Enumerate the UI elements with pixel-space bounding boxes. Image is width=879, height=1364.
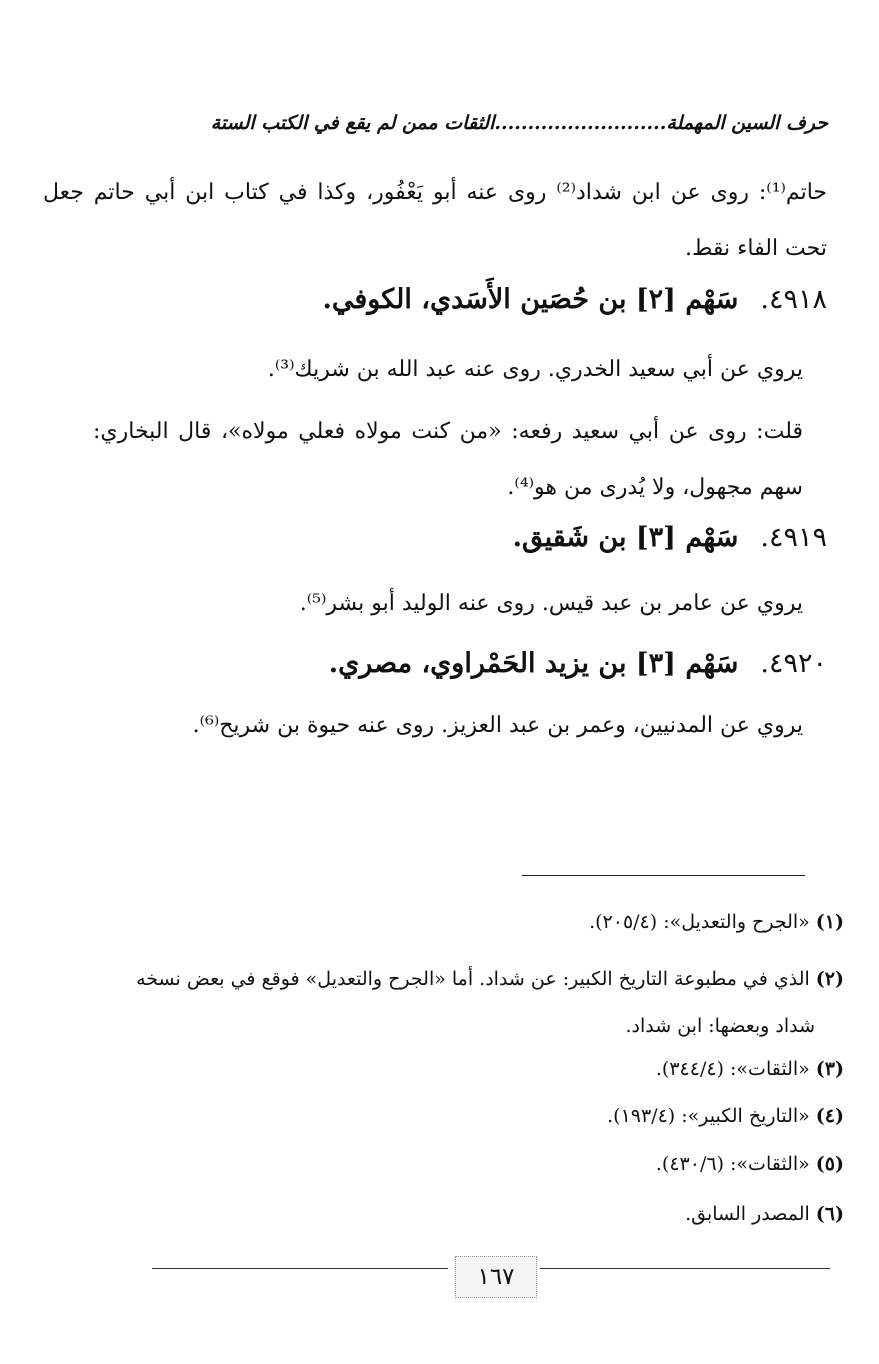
header-dots: ..........................	[494, 112, 667, 134]
entry-paragraph: قلت: روى عن أبي سعيد رفعه: «من كنت مولاه فعلي مولاه»، قال البخاري: سهم مجهول، ولا يُدرى من هو⁽⁴⁾.	[93, 419, 803, 500]
footnote-marker: (٤)	[815, 1105, 844, 1127]
entry-title: سَهْم [٣] بن يزيد الحَمْراوي، مصري.	[328, 648, 739, 679]
footnote	[607, 1090, 844, 1142]
footnote-text: «الثقات»: (٤٣٠/٦).	[655, 1153, 810, 1175]
footnote-text: المصدر السابق.	[685, 1203, 810, 1225]
entry-paragraph: يروي عن المدنيين، وعمر بن عبد العزيز. روى عنه حيوة بن شريح⁽⁶⁾.	[192, 713, 803, 738]
entry-heading	[322, 275, 827, 325]
entry-number: ٤٩٢٠.	[760, 648, 827, 679]
footer-rule-right	[540, 1268, 830, 1269]
entry-number: ٤٩١٨.	[760, 284, 827, 315]
entry-paragraph: يروي عن عامر بن عبد قيس. روى عنه الوليد أبو بشر⁽⁵⁾.	[299, 591, 803, 616]
footnote-text: «التاريخ الكبير»: (١٩٣/٤).	[607, 1105, 810, 1127]
footnote	[656, 1043, 844, 1095]
footnote	[136, 953, 844, 1005]
entry-paragraph: يروي عن أبي سعيد الخدري. روى عنه عبد الله بن شريك⁽³⁾.	[267, 357, 803, 382]
footer-rule-left	[152, 1268, 448, 1269]
footnote-marker: (٦)	[815, 1203, 844, 1225]
continuation-paragraph: حاتم⁽¹⁾: روى عن ابن شداد⁽²⁾ روى عنه أبو يَعْفُور، وكذا في كتاب ابن أبي حاتم جعل تحت الفاء نقط.	[43, 180, 828, 261]
footnote-marker: (٣)	[815, 1058, 844, 1080]
entry-title: سَهْم [٢] بن حُصَين الأَسَدي، الكوفي.	[322, 284, 739, 315]
entry-number: ٤٩١٩.	[760, 522, 827, 553]
footnote-text: الذي في مطبوعة التاريخ الكبير: عن شداد. أما «الجرح والتعديل» فوقع في بعض نسخه	[136, 968, 810, 990]
running-header	[168, 112, 828, 152]
footnote-text: «الجرح والتعديل»: (٢٠٥/٤).	[589, 911, 810, 933]
footnote-text: شداد وبعضها: ابن شداد.	[625, 1015, 815, 1037]
footnote-text: «الثقات»: (٣٤٤/٤).	[655, 1058, 810, 1080]
header-chapter: حرف السين المهملة	[666, 112, 828, 134]
footnote-marker: (٢)	[815, 968, 844, 990]
footnote	[589, 896, 844, 948]
entry-heading	[513, 513, 827, 563]
entry-title: سَهْم [٣] بن شَقيق.	[512, 522, 739, 553]
entry-heading	[329, 639, 827, 689]
footnote-marker: (١)	[815, 911, 844, 933]
header-book-title: الثقات ممن لم يقع في الكتب الستة	[210, 112, 495, 134]
footnote-marker: (٥)	[815, 1153, 844, 1175]
page-number: ١٦٧	[455, 1256, 537, 1298]
footnote-separator	[522, 875, 805, 876]
footnote	[685, 1188, 844, 1240]
footnote	[656, 1138, 844, 1190]
